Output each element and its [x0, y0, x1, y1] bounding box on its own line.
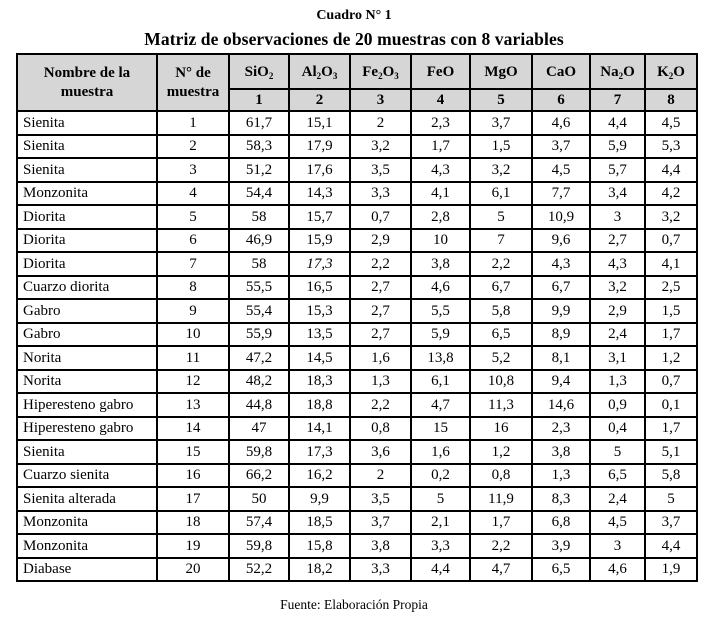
- header-variable-number: 3: [350, 89, 411, 111]
- value-cell: 2,2: [350, 252, 411, 276]
- value-cell: 2,9: [590, 299, 645, 323]
- value-cell: 46,9: [229, 229, 289, 253]
- table-row: [17, 370, 708, 394]
- value-cell: 4,3: [411, 158, 470, 182]
- value-cell: 2,2: [470, 534, 532, 558]
- value-cell: 5: [470, 205, 532, 229]
- value-cell: 13,5: [289, 323, 350, 347]
- table-row: [17, 511, 708, 535]
- value-cell: 9,4: [532, 370, 590, 394]
- value-cell: 3,3: [350, 182, 411, 206]
- header-variable-number: 5: [470, 89, 532, 111]
- value-cell: 1,3: [532, 464, 590, 488]
- value-cell: 1,7: [411, 135, 470, 159]
- variable-formula: FeO: [426, 63, 455, 80]
- value-cell: 5: [411, 487, 470, 511]
- value-cell: 4,1: [411, 182, 470, 206]
- value-cell: 52,2: [229, 558, 289, 582]
- variable-formula: $Al_2O_3$: [301, 63, 338, 81]
- value-cell: 17,6: [289, 158, 350, 182]
- sample-number-cell: 5: [157, 205, 229, 229]
- value-cell: 6,5: [590, 464, 645, 488]
- sample-name-cell: Norita: [17, 346, 157, 370]
- value-cell: 3,2: [350, 135, 411, 159]
- value-cell: 15: [411, 417, 470, 441]
- header-sample-number-line2: muestra: [166, 83, 220, 100]
- value-cell: 15,9: [289, 229, 350, 253]
- value-cell: 3,4: [590, 182, 645, 206]
- value-cell: 17,3: [289, 440, 350, 464]
- value-cell: 3,2: [590, 276, 645, 300]
- sample-number-cell: 9: [157, 299, 229, 323]
- table-header: [17, 54, 708, 111]
- value-cell: 5,1: [645, 440, 697, 464]
- sample-name-cell: Monzonita: [17, 511, 157, 535]
- value-cell: 6,7: [470, 276, 532, 300]
- value-cell: 4,4: [411, 558, 470, 582]
- value-cell: 6,1: [470, 182, 532, 206]
- value-cell: 14,6: [532, 393, 590, 417]
- header-variable-number: 4: [411, 89, 470, 111]
- header-variable-number: 2: [289, 89, 350, 111]
- value-cell: 44,8: [229, 393, 289, 417]
- source-note: Fuente: Elaboración Propia: [280, 597, 428, 612]
- value-cell: 0,9: [590, 393, 645, 417]
- value-cell: 3,3: [350, 558, 411, 582]
- sample-number-cell: 2: [157, 135, 229, 159]
- value-cell: 16: [470, 417, 532, 441]
- value-cell: 9,9: [289, 487, 350, 511]
- sample-name-cell: Cuarzo diorita: [17, 276, 157, 300]
- value-cell: 1,6: [350, 346, 411, 370]
- sample-name-cell: Sienita alterada: [17, 487, 157, 511]
- header-variable: [229, 54, 289, 89]
- value-cell: 11,9: [470, 487, 532, 511]
- value-cell: 8,3: [532, 487, 590, 511]
- sample-number-cell: 19: [157, 534, 229, 558]
- value-cell: 2,7: [590, 229, 645, 253]
- value-cell: 3,2: [470, 158, 532, 182]
- value-cell: 59,8: [229, 534, 289, 558]
- table-row: [17, 111, 708, 135]
- value-cell: 59,8: [229, 440, 289, 464]
- table-row: [17, 323, 708, 347]
- sample-name-cell: Diorita: [17, 205, 157, 229]
- header-variable: [532, 54, 590, 89]
- value-cell: 5,5: [411, 299, 470, 323]
- value-cell: 18,2: [289, 558, 350, 582]
- value-cell: 3,8: [411, 252, 470, 276]
- variable-formula: $Na_2O$: [600, 63, 635, 81]
- sample-name-cell: Hiperesteno gabro: [17, 417, 157, 441]
- value-cell: 50: [229, 487, 289, 511]
- value-cell: 13,8: [411, 346, 470, 370]
- value-cell: 3,7: [645, 511, 697, 535]
- value-cell: 4,5: [645, 111, 697, 135]
- value-cell: 54,4: [229, 182, 289, 206]
- value-cell: 5,3: [645, 135, 697, 159]
- value-cell: 0,7: [350, 205, 411, 229]
- header-variable: [289, 54, 350, 89]
- value-cell: 3,3: [411, 534, 470, 558]
- table-row: [17, 393, 708, 417]
- value-cell: 11,3: [470, 393, 532, 417]
- value-cell: 5: [645, 487, 697, 511]
- value-cell: 0,4: [590, 417, 645, 441]
- sample-name-cell: Cuarzo sienita: [17, 464, 157, 488]
- sample-name-cell: Hiperesteno gabro: [17, 393, 157, 417]
- value-cell: 14,5: [289, 346, 350, 370]
- value-cell: 55,5: [229, 276, 289, 300]
- value-cell: 4,5: [590, 511, 645, 535]
- value-cell: 1,7: [645, 417, 697, 441]
- table-row: [17, 205, 708, 229]
- value-cell: 2,3: [411, 111, 470, 135]
- value-cell: 4,4: [645, 158, 697, 182]
- value-cell: 15,7: [289, 205, 350, 229]
- value-cell: 3,7: [470, 111, 532, 135]
- sample-name-cell: Diorita: [17, 229, 157, 253]
- value-cell: 58: [229, 205, 289, 229]
- value-cell: 1,5: [470, 135, 532, 159]
- value-cell: 0,1: [645, 393, 697, 417]
- value-cell: 3,5: [350, 158, 411, 182]
- header-sample-number: [157, 54, 229, 111]
- header-variable: [470, 54, 532, 89]
- value-cell: 14,3: [289, 182, 350, 206]
- sample-name-cell: Monzonita: [17, 534, 157, 558]
- value-cell: 6,5: [470, 323, 532, 347]
- value-cell: 4,4: [590, 111, 645, 135]
- sample-name-cell: Sienita: [17, 111, 157, 135]
- table-row: [17, 346, 708, 370]
- sample-number-cell: 12: [157, 370, 229, 394]
- sample-name-cell: Sienita: [17, 440, 157, 464]
- value-cell: 4,3: [532, 252, 590, 276]
- sample-name-cell: Gabro: [17, 323, 157, 347]
- value-cell: 4,3: [590, 252, 645, 276]
- header-sample-name: [17, 54, 157, 111]
- table-row: [17, 464, 708, 488]
- value-cell: 2,3: [532, 417, 590, 441]
- value-cell: 47: [229, 417, 289, 441]
- table-row: [17, 487, 708, 511]
- variable-formula: CaO: [546, 63, 576, 80]
- value-cell: 2,2: [350, 393, 411, 417]
- sample-number-cell: 20: [157, 558, 229, 582]
- value-cell: 2,7: [350, 276, 411, 300]
- sample-number-cell: 1: [157, 111, 229, 135]
- sample-number-cell: 6: [157, 229, 229, 253]
- sample-name-cell: Diorita: [17, 252, 157, 276]
- sample-number-cell: 15: [157, 440, 229, 464]
- value-cell: 18,5: [289, 511, 350, 535]
- value-cell: 2,4: [590, 323, 645, 347]
- value-cell: 2,2: [470, 252, 532, 276]
- value-cell: 15,1: [289, 111, 350, 135]
- sample-name-cell: Sienita: [17, 158, 157, 182]
- table-row: [17, 229, 708, 253]
- value-cell: 2,5: [645, 276, 697, 300]
- value-cell: 66,2: [229, 464, 289, 488]
- sample-number-cell: 4: [157, 182, 229, 206]
- value-cell: 14,1: [289, 417, 350, 441]
- value-cell: 3,2: [645, 205, 697, 229]
- variable-formula: SiO$_2$: [244, 63, 274, 81]
- header-variable-number: 8: [645, 89, 697, 111]
- value-cell: 3,7: [532, 135, 590, 159]
- value-cell: 18,8: [289, 393, 350, 417]
- header-variable: [411, 54, 470, 89]
- value-cell: 7,7: [532, 182, 590, 206]
- header-variable-number: 6: [532, 89, 590, 111]
- value-cell: 7: [470, 229, 532, 253]
- value-cell: 1,5: [645, 299, 697, 323]
- value-cell: 6,8: [532, 511, 590, 535]
- value-cell: 9,6: [532, 229, 590, 253]
- value-cell: 6,7: [532, 276, 590, 300]
- value-cell: 0,2: [411, 464, 470, 488]
- value-cell: 0,8: [470, 464, 532, 488]
- sample-number-cell: 3: [157, 158, 229, 182]
- value-cell: 10: [411, 229, 470, 253]
- value-cell: 3,5: [350, 487, 411, 511]
- table-row: [17, 417, 708, 441]
- table-row: [17, 534, 708, 558]
- sample-name-cell: Gabro: [17, 299, 157, 323]
- header-variable-number: 1: [229, 89, 289, 111]
- value-cell: 10,8: [470, 370, 532, 394]
- value-cell: 61,7: [229, 111, 289, 135]
- sample-number-cell: 7: [157, 252, 229, 276]
- sample-number-cell: 14: [157, 417, 229, 441]
- value-cell: 2,9: [350, 229, 411, 253]
- value-cell: 5,9: [411, 323, 470, 347]
- table-row: [17, 558, 708, 582]
- value-cell: 2: [350, 111, 411, 135]
- sample-number-cell: 10: [157, 323, 229, 347]
- observations-table: [16, 53, 708, 582]
- value-cell: 10,9: [532, 205, 590, 229]
- table-row: [17, 135, 708, 159]
- value-cell: 15,8: [289, 534, 350, 558]
- variable-formula: MgO: [484, 63, 518, 80]
- value-cell: 1,9: [645, 558, 697, 582]
- value-cell: 5,8: [470, 299, 532, 323]
- value-cell: 4,7: [411, 393, 470, 417]
- value-cell: 2,7: [350, 299, 411, 323]
- value-cell: 3,7: [350, 511, 411, 535]
- value-cell: 1,7: [470, 511, 532, 535]
- value-cell: 2: [350, 464, 411, 488]
- value-cell: 1,6: [411, 440, 470, 464]
- value-cell: 0,7: [645, 370, 697, 394]
- table-row: [17, 440, 708, 464]
- header-row: [17, 54, 708, 89]
- value-cell: 2,7: [350, 323, 411, 347]
- value-cell: 4,6: [411, 276, 470, 300]
- value-cell: 3,1: [590, 346, 645, 370]
- value-cell: 1,2: [645, 346, 697, 370]
- value-cell: 5,9: [590, 135, 645, 159]
- value-cell: 3,9: [532, 534, 590, 558]
- value-cell: 2,4: [590, 487, 645, 511]
- value-cell: 1,2: [470, 440, 532, 464]
- value-cell: 9,9: [532, 299, 590, 323]
- value-cell: 15,3: [289, 299, 350, 323]
- value-cell: 6,5: [532, 558, 590, 582]
- value-cell: 4,4: [645, 534, 697, 558]
- table-row: [17, 299, 708, 323]
- value-cell: 58: [229, 252, 289, 276]
- value-cell: 4,6: [532, 111, 590, 135]
- table-row: [17, 252, 708, 276]
- sample-number-cell: 17: [157, 487, 229, 511]
- sample-name-cell: Monzonita: [17, 182, 157, 206]
- header-variable: [350, 54, 411, 89]
- value-cell: 51,2: [229, 158, 289, 182]
- value-cell: 16,5: [289, 276, 350, 300]
- value-cell: 6,1: [411, 370, 470, 394]
- value-cell: 2,8: [411, 205, 470, 229]
- sample-number-cell: 8: [157, 276, 229, 300]
- value-cell: 4,7: [470, 558, 532, 582]
- value-cell: 18,3: [289, 370, 350, 394]
- table-row: [17, 276, 708, 300]
- value-cell: 57,4: [229, 511, 289, 535]
- value-cell: 58,3: [229, 135, 289, 159]
- value-cell: 2,1: [411, 511, 470, 535]
- value-cell: 1,3: [350, 370, 411, 394]
- value-cell: 0,8: [350, 417, 411, 441]
- value-cell: 16,2: [289, 464, 350, 488]
- value-cell: 3,8: [532, 440, 590, 464]
- value-cell: 8,9: [532, 323, 590, 347]
- value-cell: 8,1: [532, 346, 590, 370]
- sample-number-cell: 13: [157, 393, 229, 417]
- header-sample-name-line1: Nombre de la: [43, 64, 131, 81]
- header-variable: [645, 54, 697, 89]
- value-cell: 48,2: [229, 370, 289, 394]
- table-title: Matriz de observaciones de 20 muestras con 8 variables: [144, 29, 564, 49]
- value-cell: 47,2: [229, 346, 289, 370]
- value-cell: 1,3: [590, 370, 645, 394]
- sample-number-cell: 18: [157, 511, 229, 535]
- sample-number-cell: 11: [157, 346, 229, 370]
- value-cell: 5,7: [590, 158, 645, 182]
- header-sample-number-line1: N° de: [175, 64, 211, 81]
- value-cell: 55,4: [229, 299, 289, 323]
- value-cell: 4,6: [590, 558, 645, 582]
- header-sample-name-line2: muestra: [60, 83, 114, 100]
- value-cell: 4,1: [645, 252, 697, 276]
- header-variable: [590, 54, 645, 89]
- value-cell: 3,6: [350, 440, 411, 464]
- table-row: [17, 158, 708, 182]
- sample-number-cell: 16: [157, 464, 229, 488]
- sample-name-cell: Sienita: [17, 135, 157, 159]
- value-cell: 3: [590, 534, 645, 558]
- header-variable-number: 7: [590, 89, 645, 111]
- value-cell: 3: [590, 205, 645, 229]
- value-cell: 4,2: [645, 182, 697, 206]
- value-cell: 55,9: [229, 323, 289, 347]
- value-cell: 5,2: [470, 346, 532, 370]
- table-row: [17, 182, 708, 206]
- value-cell: 5,8: [645, 464, 697, 488]
- value-cell: 4,5: [532, 158, 590, 182]
- table-caption: Cuadro N° 1: [316, 8, 392, 23]
- table-body: [17, 111, 708, 581]
- sample-name-cell: Norita: [17, 370, 157, 394]
- variable-formula: $K_2O$: [657, 63, 685, 81]
- value-cell: 5: [590, 440, 645, 464]
- value-cell: 0,7: [645, 229, 697, 253]
- value-cell: 1,7: [645, 323, 697, 347]
- value-cell: 17,3: [289, 252, 350, 276]
- variable-formula: $Fe_2O_3$: [362, 63, 399, 81]
- sample-name-cell: Diabase: [17, 558, 157, 582]
- value-cell: 17,9: [289, 135, 350, 159]
- value-cell: 3,8: [350, 534, 411, 558]
